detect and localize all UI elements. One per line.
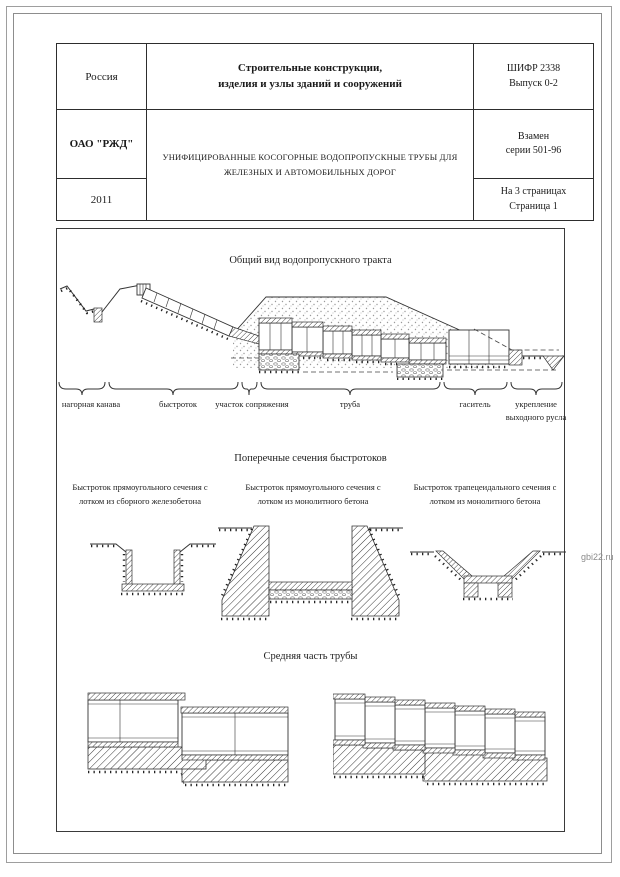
- cross-section-drawing-trapezoidal: [408, 538, 568, 604]
- watermark: gbi22.ru: [581, 552, 614, 562]
- general-view-braces: [57, 381, 564, 399]
- cell-document-title: [147, 110, 474, 221]
- outlet-strengthening: [522, 356, 564, 370]
- pages-line-2: Страница 1: [509, 200, 558, 212]
- middle-part-drawing-left: [85, 688, 290, 790]
- cell-organization: ОАО "РЖД": [57, 110, 147, 179]
- replaces-line-1: Взамен: [517, 130, 550, 142]
- code-line-1: ШИФР 2338: [506, 63, 561, 74]
- gv-label-pipe: труба: [339, 399, 361, 409]
- middle-part-drawing-right: [333, 684, 549, 790]
- cell-pages: [474, 179, 594, 221]
- replaces-line-2: серии 501-96: [505, 145, 562, 156]
- category-line-1: Строительные конструкции,: [237, 61, 383, 74]
- cell-code: [474, 44, 594, 110]
- category-line-2: изделия и узлы зданий и сооружений: [218, 77, 402, 90]
- drawing-frame: [56, 228, 565, 832]
- cross-section-drawing-precast-rect: [88, 532, 218, 604]
- cell-year: 2011: [57, 179, 147, 221]
- cell-country: Россия: [57, 44, 147, 110]
- cell-replaces: [474, 110, 594, 179]
- cross-sections-title: Поперечные сечения быстротоков: [234, 453, 387, 464]
- gv-label-outlet: укрепление выходного русла: [505, 399, 567, 423]
- cross-section-drawing-monolithic-rect: [218, 524, 403, 624]
- cell-category: [147, 44, 474, 110]
- gv-label-chute: быстроток: [159, 399, 197, 409]
- doc-title-line-1: УНИФИЦИРОВАННЫЕ КОСОГОРНЫЕ ВОДОПРОПУСКНЫЕ ТРУБЫ ДЛЯ: [162, 151, 458, 162]
- gv-label-upland-ditch: нагорная канава: [61, 399, 121, 409]
- cross-section-caption-1: Быстроток прямоугольного сечения с лотком из сборного железобетона: [72, 482, 208, 506]
- pages-line-1: На 3 страницах: [500, 186, 567, 197]
- pipe-foundation-left: [259, 354, 299, 370]
- cross-section-caption-3: Быстроток трапецеидального сечения с лотком из монолитного бетона: [413, 482, 557, 506]
- chute-body: [142, 288, 233, 336]
- ditch-lining: [94, 308, 102, 322]
- code-line-2: Выпуск 0-2: [509, 77, 558, 89]
- general-view-drawing: [57, 272, 564, 380]
- stilling-basin: [447, 329, 559, 370]
- header-table: [56, 43, 594, 221]
- general-view-title: Общий вид водопропускного тракта: [229, 255, 392, 266]
- gv-label-damper: гаситель: [459, 399, 491, 409]
- cross-section-caption-2: Быстроток прямоугольного сечения с лотком из монолитного бетона: [245, 482, 381, 506]
- pipe-foundation-right: [397, 364, 443, 377]
- middle-part-title: Средняя часть трубы: [263, 651, 358, 662]
- doc-title-line-2: ЖЕЛЕЗНЫХ И АВТОМОБИЛЬНЫХ ДОРОГ: [223, 167, 396, 177]
- gv-label-junction: участок сопряжения: [215, 399, 289, 409]
